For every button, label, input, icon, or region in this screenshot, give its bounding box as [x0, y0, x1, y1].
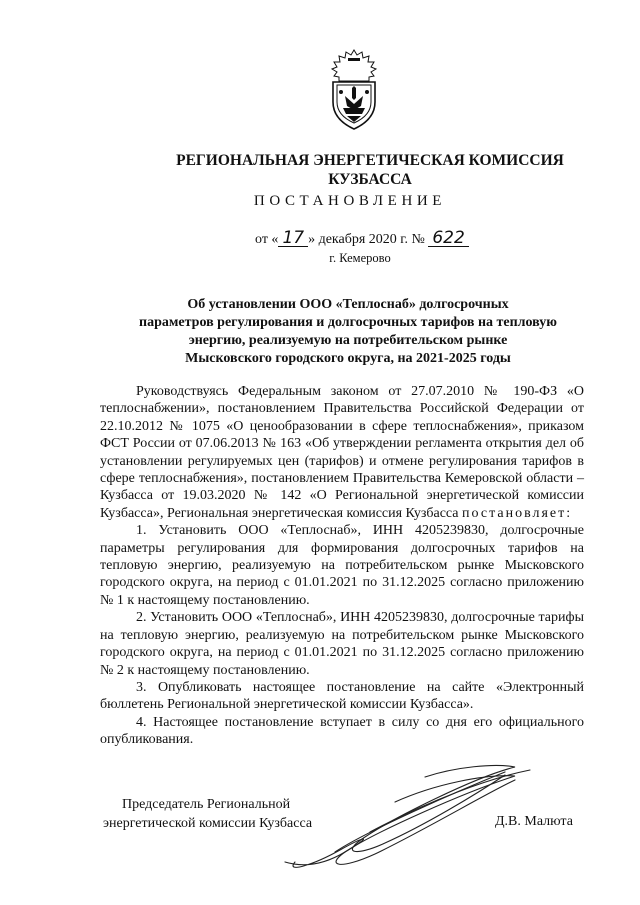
commission-title-line1: РЕГИОНАЛЬНАЯ ЭНЕРГЕТИЧЕСКАЯ КОМИССИЯ [176, 152, 564, 169]
item-3: 3. Опубликовать настоящее постановление на сайте «Электронный бюллетень Региональной энергетической комиссии Кузбасса». [100, 679, 584, 713]
date-prefix: от « [255, 232, 279, 247]
decree-heading: ПОСТАНОВЛЕНИЕ [253, 193, 447, 209]
signatory-name: Д.В. Малюта [495, 814, 573, 829]
handwritten-number: 622 [428, 231, 468, 247]
item-2: 2. Установить ООО «Теплоснаб», ИНН 4205239830, долгосрочные тарифы на тепловую энергию, реализуемую на потребительском рынке Мысковского городского округа, на период с 01.01.2021 по 31.12.2025 согласно приложению № 2 к настоящему постановлению. [100, 610, 584, 678]
position-line2: энергетической комиссии Кузбасса [103, 816, 313, 831]
decree-word: постановляет: [462, 505, 573, 521]
decree-body [100, 383, 584, 749]
preamble-paragraph [100, 383, 584, 522]
decree-date-line [255, 228, 469, 248]
commission-title-line2: КУЗБАССА [328, 171, 412, 188]
handwritten-day: 17 [278, 231, 308, 247]
subject-line: Об установлении ООО «Теплоснаб» долгосрочных [187, 297, 509, 312]
decree-subject [108, 296, 588, 368]
item-1: 1. Установить ООО «Теплоснаб», ИНН 4205239830, долгосрочные параметры регулирования для формирования долгосрочных тарифов на тепловую энергию, реализуемую на потребительском рынке Мысковского городского округа, на период с 01.01.2021 по 31.12.2025 согласно приложению № 1 к настоящему постановлению. [100, 523, 584, 608]
subject-line: Мысковского городского округа, на 2021-2025 годы [185, 351, 511, 366]
coat-of-arms-emblem [325, 48, 383, 132]
date-middle: » декабря 2020 г. № [308, 232, 425, 247]
city-label: г. Кемерово [329, 251, 391, 265]
subject-line: энергию, реализуемую на потребительском рынке [188, 333, 508, 348]
subject-line: параметров регулирования и долгосрочных тарифов на тепловую [139, 315, 557, 330]
preamble-text: Руководствуясь Федеральным законом от 27.07.2010 № 190-ФЗ «О теплоснабжении», постановлением Правительства Российской Федерации от 22.10.2012 № 1075 «О ценообразовании в сфере теплоснабжения», приказом ФСТ России от 07.06.2013 № 163 «Об утверждении регламента открытия дел об установлении регулируемых цен (тарифов) и отмене регулирования тарифов в сфере теплоснабжения», постановлением Правительства Кемеровской области – Кузбасса от 19.03.2020 № 142 «О Региональной энергетической комиссии Кузбасса», Региональная энергетическая комиссия Кузбасса [100, 384, 584, 521]
item-4: 4. Настоящее постановление вступает в силу со дня его официального опубликования. [100, 714, 584, 748]
position-line1: Председатель Региональной [122, 797, 291, 812]
